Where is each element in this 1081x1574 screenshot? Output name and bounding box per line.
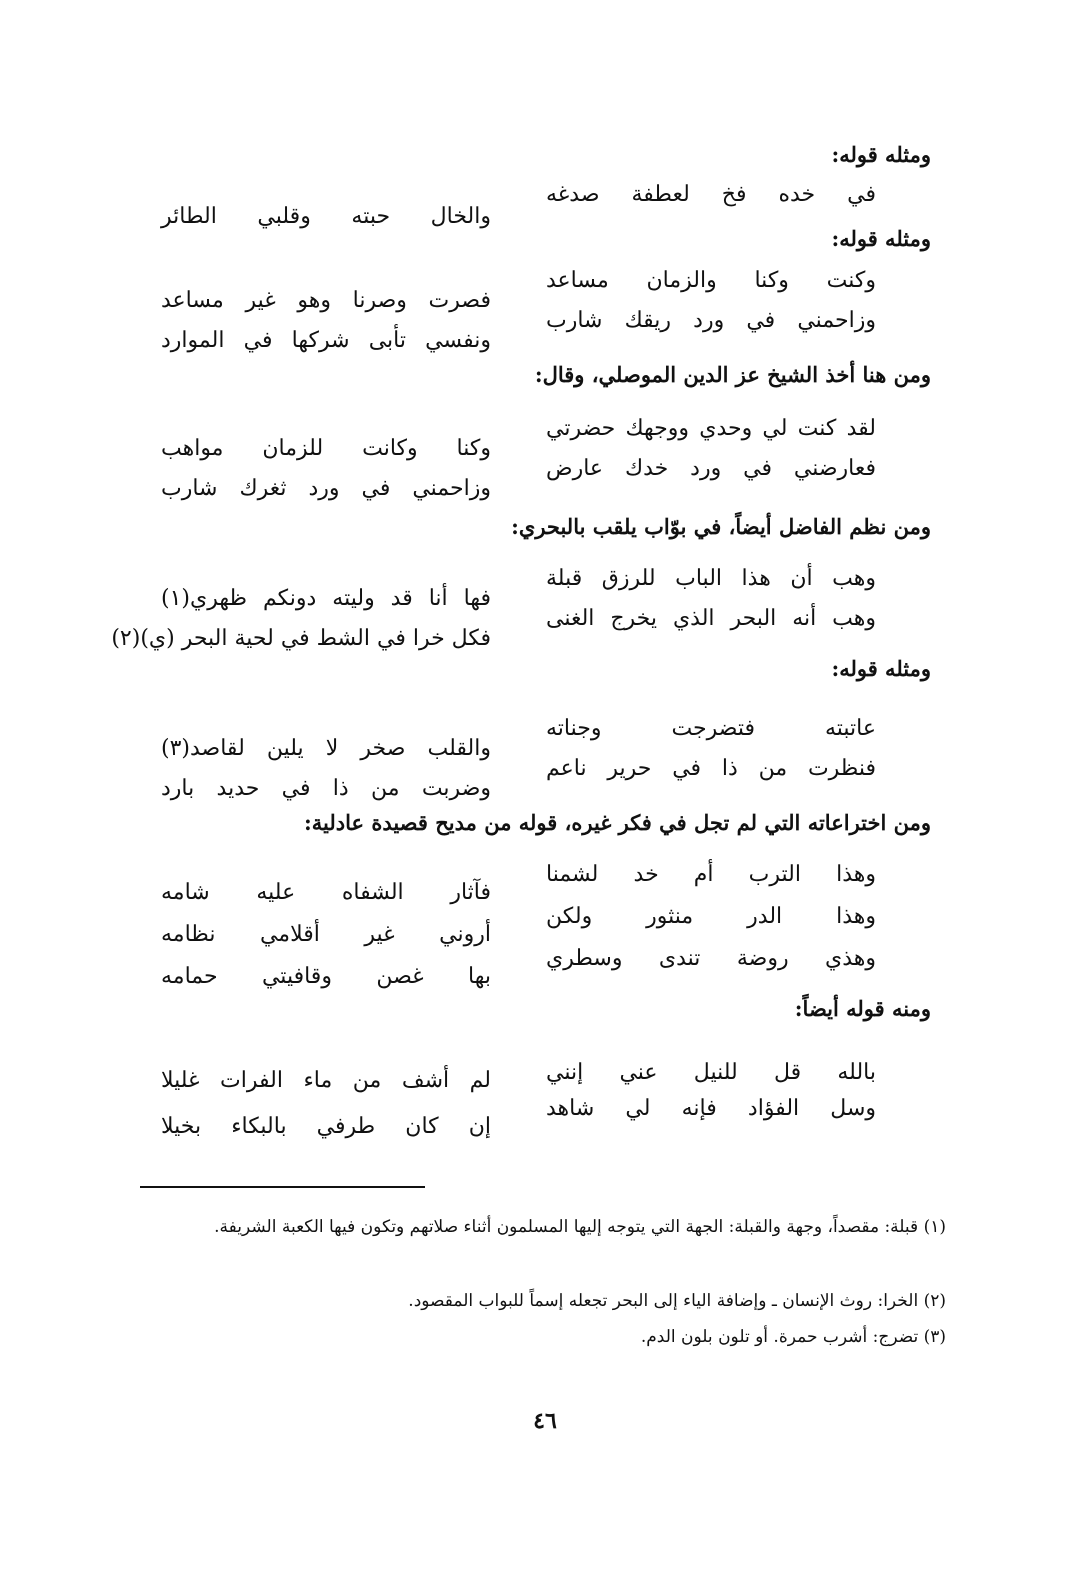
- verse-hemistich-right: وهذي روضة تندى وسطري: [546, 946, 876, 971]
- verse-hemistich-left: فها أنا قد وليته دونكم ظهري(١): [161, 586, 491, 611]
- section-intro: ومنه قوله أيضاً:: [794, 996, 931, 1021]
- section-intro: ومثله قوله:: [831, 226, 931, 251]
- verse-hemistich-left: وضربت من ذا في حديد بارد: [161, 776, 491, 801]
- verse-hemistich-right: في خده فخ لعطفة صدغه: [546, 182, 876, 207]
- verse-hemistich-right: وهب أن هذا الباب للرزق قبلة: [546, 566, 876, 591]
- verse-hemistich-left: والقلب صخر لا يلين لقاصد(٣): [161, 736, 491, 761]
- section-intro: ومن نظم الفاضل أيضاً، في بوّاب يلقب بالبحري:: [511, 514, 931, 539]
- verse-hemistich-right: وزاحمني في ورد ريقك شارب: [546, 308, 876, 333]
- verse-hemistich-left: أروني غير أقلامي نظامه: [161, 922, 491, 947]
- footnote-2: (٢) الخرا: روث الإنسان ـ وإضافة الياء إلى البحر تجعله إسماً للبواب المقصود.: [408, 1291, 946, 1311]
- verse-hemistich-left: فآثار الشفاه عليه شامه: [161, 880, 491, 905]
- verse-hemistich-right: وكنت وكنا والزمان مساعد: [546, 268, 876, 293]
- verse-hemistich-left: فصرت وصرنا وهو غير مساعد: [161, 288, 491, 313]
- verse-hemistich-left: بها غصن وقافيتي حمامه: [161, 964, 491, 989]
- verse-hemistich-right: فنظرت من ذا في حرير ناعم: [546, 756, 876, 781]
- footnote-1: (١) قبلة: مقصداً، وجهة والقبلة: الجهة التي يتوجه إليها المسلمون أثناء صلاتهم وتكون فيها الكعبة الشريفة.: [214, 1217, 946, 1237]
- section-intro: ومن هنا أخذ الشيخ عز الدين الموصلي، وقال:: [534, 362, 931, 387]
- verse-hemistich-left: والخال حبته وقلبي الطائر: [161, 204, 491, 229]
- section-intro: ومثله قوله:: [831, 656, 931, 681]
- verse-hemistich-left: وزاحمني في ورد ثغرك شارب: [161, 476, 491, 501]
- verse-hemistich-right: بالله قل للنيل عني إنني: [546, 1060, 876, 1085]
- verse-hemistich-left: لم أشف من ماء الفرات غليلا: [161, 1068, 491, 1093]
- verse-hemistich-right: وهذا الترب أم خد لشمنا: [546, 862, 876, 887]
- section-intro: ومن اختراعاته التي لم تجل في فكر غيره، قوله من مديح قصيدة عادلية:: [303, 810, 931, 835]
- verse-hemistich-right: لقد كنت لي وحدي ووجهك حضرتي: [546, 416, 876, 441]
- section-intro: ومثله قوله:: [831, 142, 931, 167]
- verse-hemistich-left: وكنا وكانت للزمان مواهب: [161, 436, 491, 461]
- verse-hemistich-right: فعارضني في ورد خدك عارض: [546, 456, 876, 481]
- verse-hemistich-left: إن كان طرفي بالبكاء بخيلا: [161, 1114, 491, 1139]
- verse-hemistich-right: وهب أنه البحر الذي يخرج الغنى: [546, 606, 876, 631]
- verse-hemistich-right: عاتبته فتضرجت وجناته: [546, 716, 876, 741]
- footnote-separator: [140, 1186, 425, 1188]
- page-number: ٤٦: [533, 1408, 557, 1434]
- verse-hemistich-right: وسل الفؤاد فإنه لي شاهد: [546, 1096, 876, 1121]
- verse-hemistich-left: ونفسي تأبى شركها في الموارد: [161, 328, 491, 353]
- verse-hemistich-right: وهذا الدر منثور ولكن: [546, 904, 876, 929]
- verse-hemistich-left: فكل خرا في الشط في لحية البحر (ي)(٢): [111, 626, 491, 651]
- footnote-3: (٣) تضرج: أشرب حمرة. أو تلون بلون الدم.: [640, 1327, 946, 1347]
